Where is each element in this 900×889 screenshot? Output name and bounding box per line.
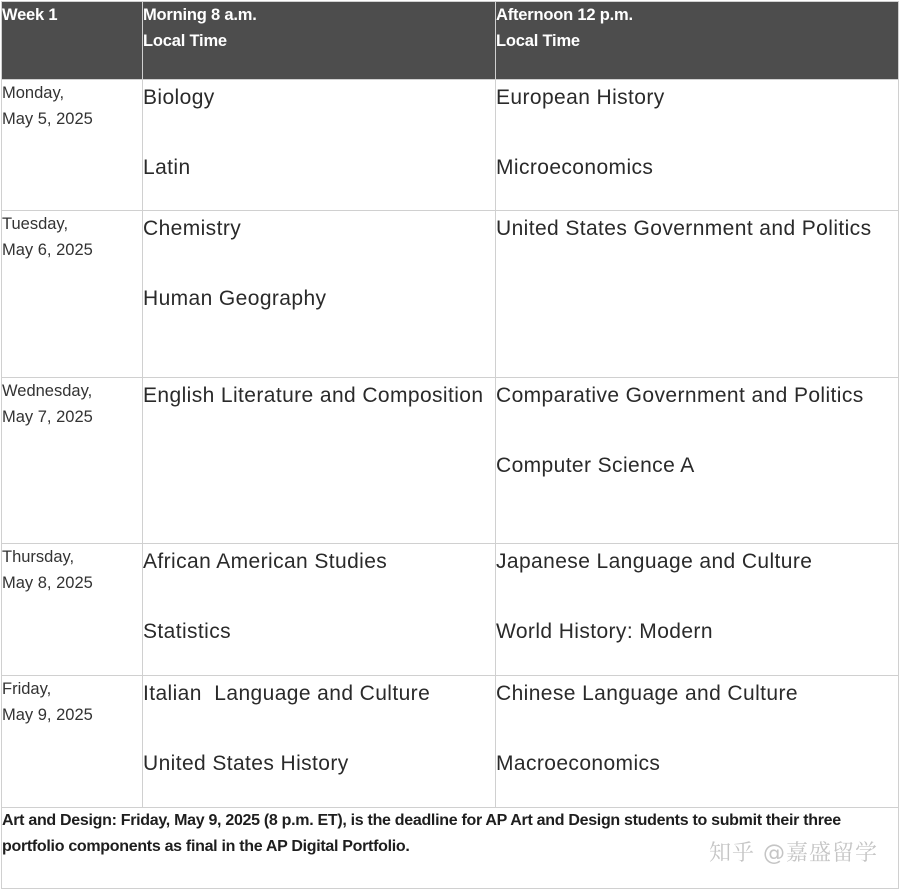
morning-exams-cell bbox=[143, 544, 496, 676]
table-row bbox=[2, 544, 899, 676]
header-row bbox=[2, 2, 899, 80]
exam-item: Chemistry bbox=[143, 217, 242, 240]
table-row bbox=[2, 80, 899, 211]
date-cell bbox=[2, 544, 143, 676]
date-cell bbox=[2, 211, 143, 378]
day-label: Tuesday, bbox=[2, 215, 69, 233]
day-label: Thursday, bbox=[2, 548, 75, 566]
exam-item: Biology bbox=[143, 86, 215, 109]
exam-item: United States Government and Politics bbox=[496, 217, 872, 240]
exam-item: English Literature and Composition bbox=[143, 384, 484, 407]
date-cell bbox=[2, 80, 143, 211]
header-week bbox=[2, 2, 143, 80]
exam-item: European History bbox=[496, 86, 665, 109]
date-label: May 8, 2025 bbox=[2, 574, 93, 592]
day-label: Wednesday, bbox=[2, 382, 93, 400]
exam-schedule-table bbox=[1, 1, 899, 889]
morning-exams-cell bbox=[143, 80, 496, 211]
day-label: Monday, bbox=[2, 84, 65, 102]
afternoon-exams-cell bbox=[496, 211, 899, 378]
header-morning-time: Morning 8 a.m. bbox=[143, 6, 257, 24]
exam-item: Microeconomics bbox=[496, 156, 654, 179]
date-cell bbox=[2, 676, 143, 808]
date-cell bbox=[2, 378, 143, 544]
afternoon-exams-cell bbox=[496, 80, 899, 211]
afternoon-exams-cell bbox=[496, 544, 899, 676]
header-afternoon bbox=[496, 2, 899, 80]
exam-item: African American Studies bbox=[143, 550, 388, 573]
watermark: 知乎 @嘉盛留学 bbox=[709, 841, 878, 866]
morning-exams-cell bbox=[143, 378, 496, 544]
exam-item: Macroeconomics bbox=[496, 752, 661, 775]
date-label: May 9, 2025 bbox=[2, 706, 93, 724]
header-morning-zone: Local Time bbox=[143, 32, 227, 50]
header-afternoon-zone: Local Time bbox=[496, 32, 580, 50]
header-morning bbox=[143, 2, 496, 80]
exam-item: Computer Science A bbox=[496, 454, 695, 477]
afternoon-exams-cell bbox=[496, 378, 899, 544]
morning-exams-cell bbox=[143, 676, 496, 808]
morning-exams-cell bbox=[143, 211, 496, 378]
date-label: May 5, 2025 bbox=[2, 110, 93, 128]
exam-item: Japanese Language and Culture bbox=[496, 550, 813, 573]
exam-item: World History: Modern bbox=[496, 620, 713, 643]
date-label: May 7, 2025 bbox=[2, 408, 93, 426]
table-row bbox=[2, 378, 899, 544]
exam-item: Chinese Language and Culture bbox=[496, 682, 798, 705]
exam-item: Human Geography bbox=[143, 287, 327, 310]
note-row bbox=[2, 808, 899, 889]
header-afternoon-time: Afternoon 12 p.m. bbox=[496, 6, 633, 24]
afternoon-exams-cell bbox=[496, 676, 899, 808]
date-label: May 6, 2025 bbox=[2, 241, 93, 259]
table-row bbox=[2, 676, 899, 808]
exam-item: United States History bbox=[143, 752, 349, 775]
day-label: Friday, bbox=[2, 680, 52, 698]
table-row bbox=[2, 211, 899, 378]
exam-item: Latin bbox=[143, 156, 191, 179]
exam-item: Italian Language and Culture bbox=[143, 682, 431, 705]
exam-item: Statistics bbox=[143, 620, 232, 643]
art-design-note: Art and Design: Friday, May 9, 2025 (8 p.m. ET), is the deadline for AP Art and Design students to submit their three portfolio components as final in the AP Digital Portfolio. bbox=[2, 808, 899, 889]
header-week-label: Week 1 bbox=[2, 6, 58, 24]
exam-item: Comparative Government and Politics bbox=[496, 384, 864, 407]
